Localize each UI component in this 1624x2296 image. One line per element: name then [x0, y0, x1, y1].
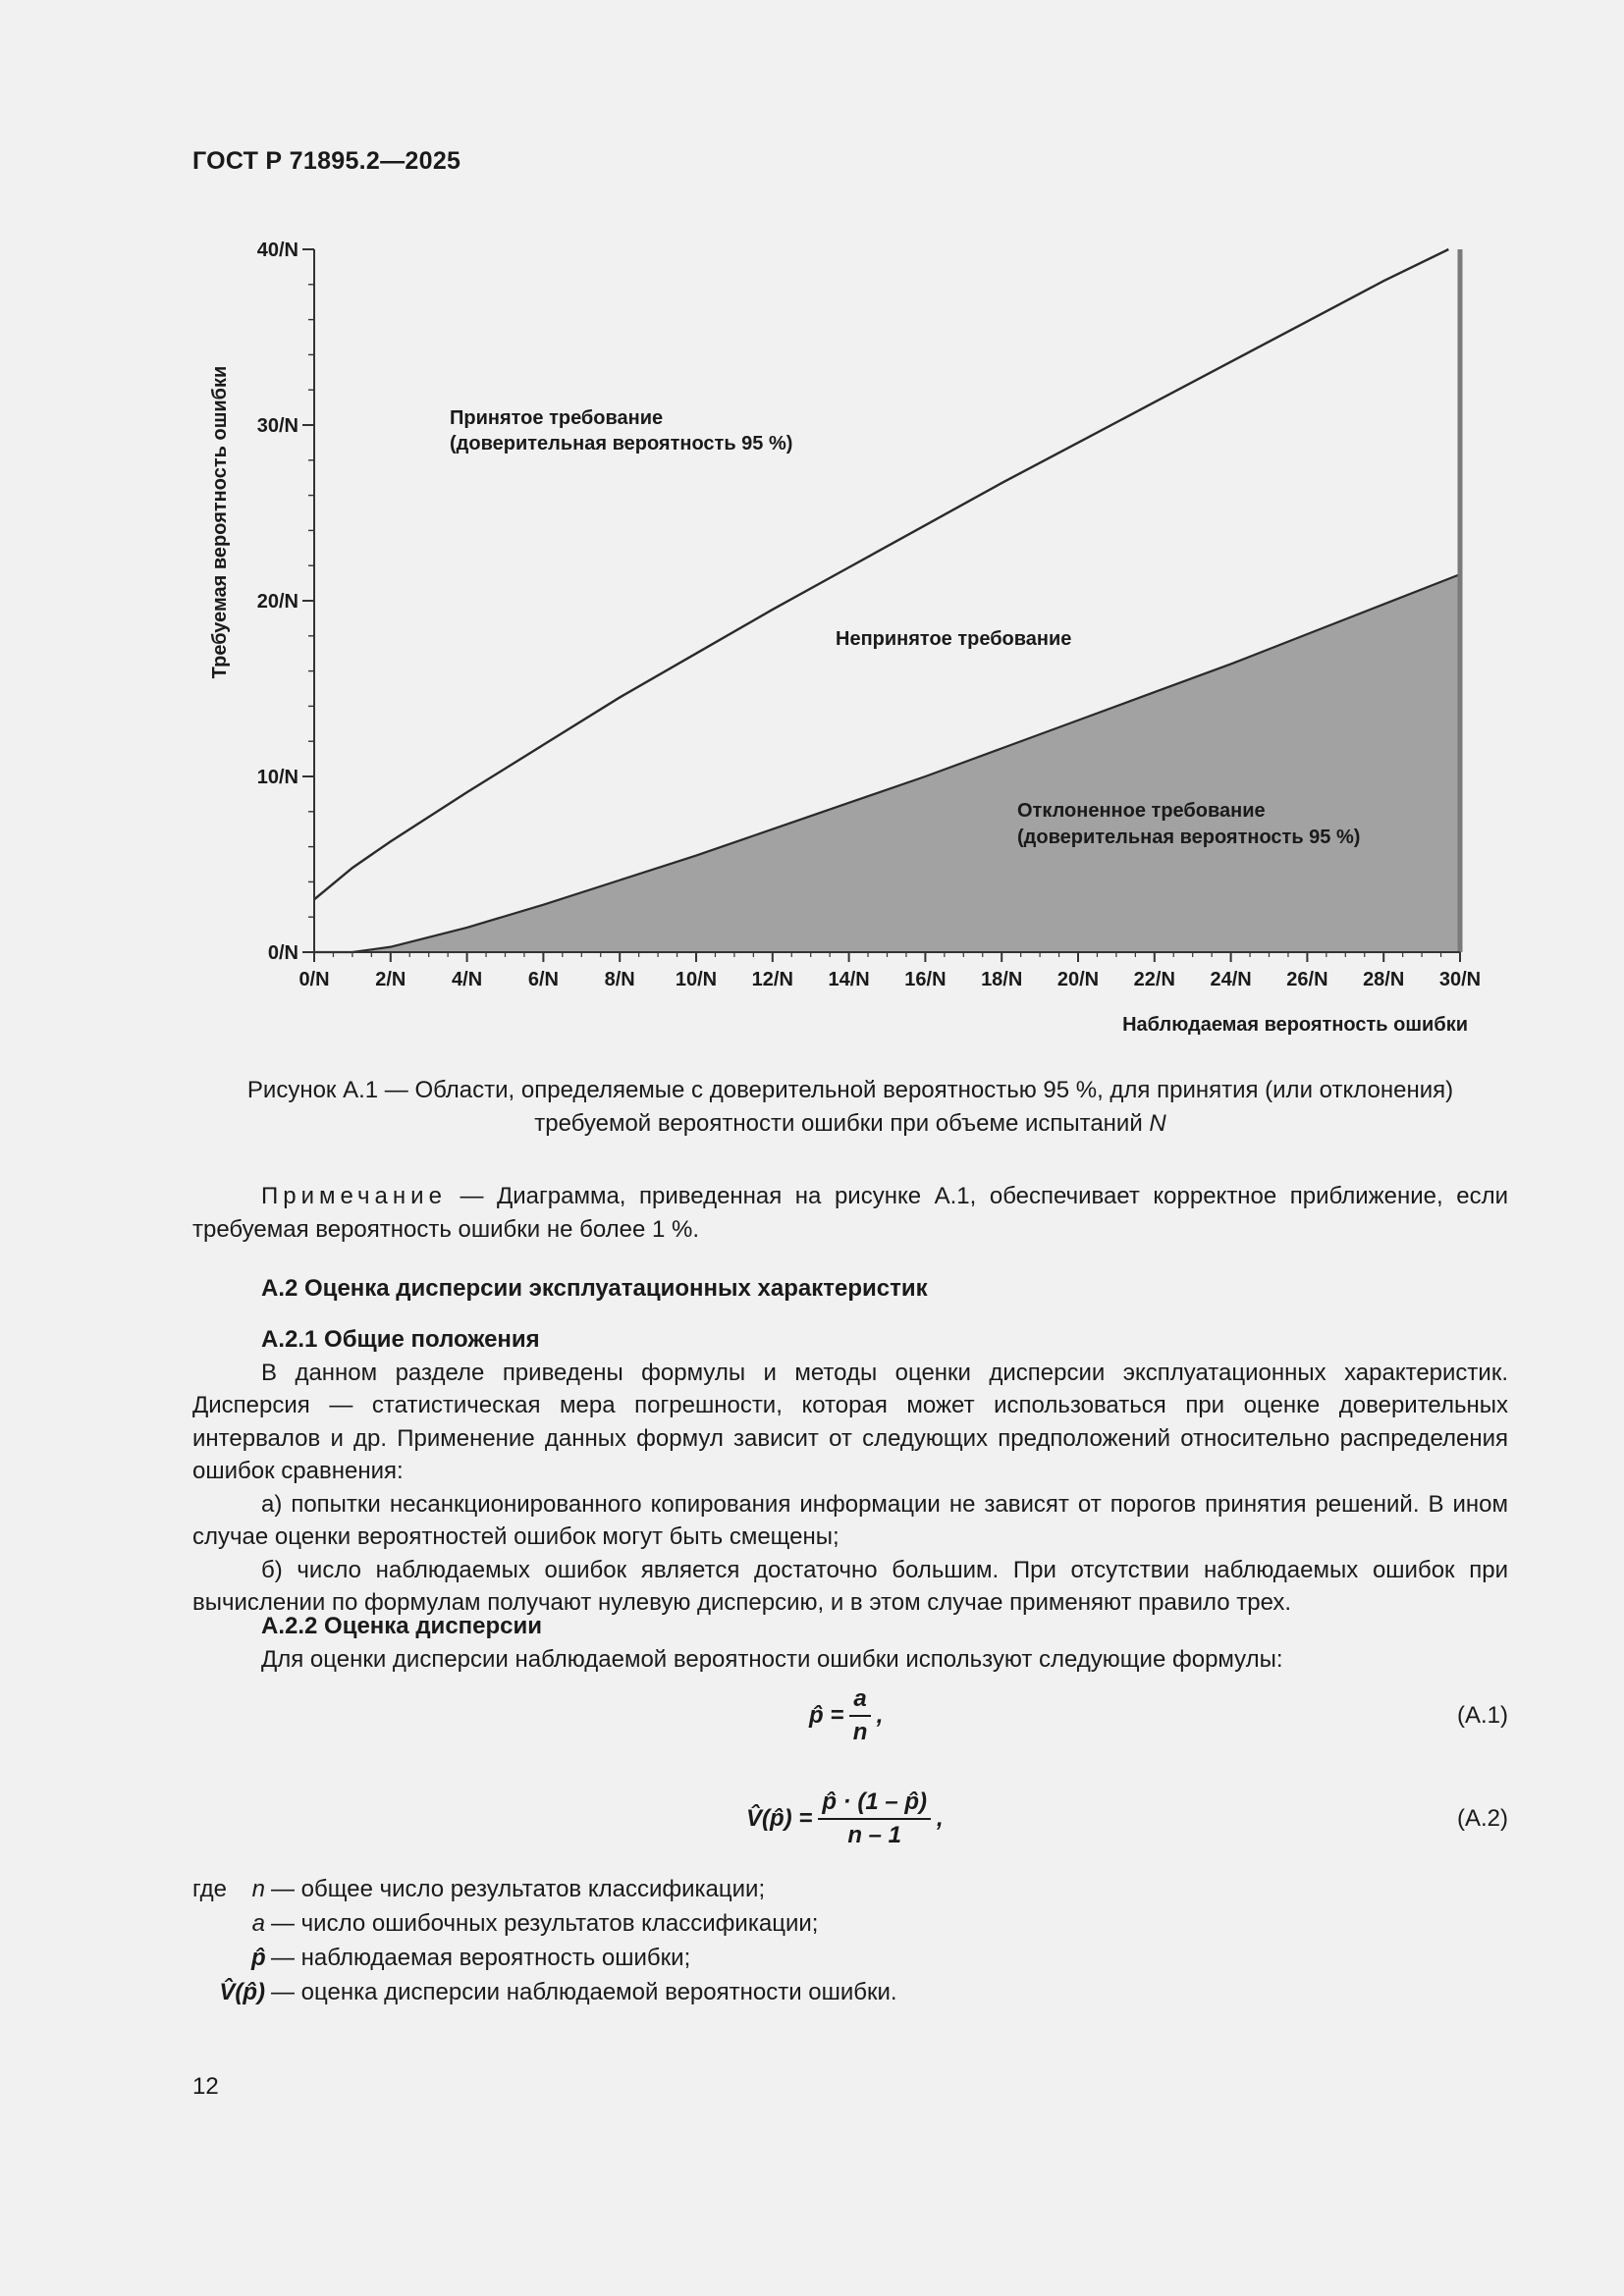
section-a22-intro: Для оценки дисперсии наблюдаемой вероятности ошибки используют следующие формулы:: [261, 1645, 1283, 1673]
x-tick-label: 28/N: [1363, 969, 1405, 990]
formula-a1-tail: ,: [876, 1702, 884, 1729]
rejected-region-confidence-label: (доверительная вероятность 95 %): [1017, 827, 1361, 848]
y-tick-label: 30/N: [256, 415, 298, 437]
x-tick-label: 8/N: [604, 969, 635, 990]
rejected-region-label: Отклоненное требование: [1017, 800, 1266, 822]
formula-a2-number: (А.2): [1456, 1805, 1508, 1832]
section-a21-block: [192, 1323, 1508, 1620]
formula-a2: [192, 1789, 1508, 1848]
figure-caption-variable: N: [1149, 1110, 1166, 1137]
note-text: — Диаграмма, приведенная на рисунке А.1, обеспечивает корректное приближение, если требуемая вероятность ошибки не более 1 %.: [192, 1183, 1508, 1243]
y-tick-label: 40/N: [256, 240, 298, 261]
formula-a1-lhs: p̂ =: [809, 1702, 844, 1729]
list-item-a: а) попытки несанкционированного копирования информации не зависят от порогов принятия решений. В ином случае оценки вероятностей ошибок могут быть смещены;: [192, 1490, 1508, 1550]
y-tick-label: 0/N: [267, 942, 298, 964]
x-tick-label: 30/N: [1438, 969, 1482, 990]
accepted-region-label: Принятое требование: [450, 407, 664, 429]
not-accepted-region-label: Непринятое требование: [836, 628, 1072, 650]
figure-caption-line2: требуемой вероятности ошибки при объеме испытаний N: [534, 1110, 1166, 1137]
accepted-region-confidence-label: (доверительная вероятность 95 %): [450, 433, 793, 454]
x-axis-label: Наблюдаемая вероятность ошибки: [1122, 1014, 1468, 1036]
formula-a2-fraction: [818, 1789, 931, 1849]
formula-a2-tail: ,: [937, 1805, 944, 1832]
page-number: 12: [192, 2073, 219, 2100]
y-tick-label: 10/N: [256, 767, 298, 788]
formula-a2-expression: [746, 1789, 944, 1848]
formula-a1-number: (А.1): [1456, 1702, 1508, 1729]
formula-a1-numerator: a: [849, 1685, 870, 1717]
x-tick-label: 4/N: [452, 969, 483, 990]
section-a22-heading: А.2.2 Оценка дисперсии: [261, 1613, 543, 1639]
formula-a2-numerator: p̂ · (1 – p̂): [818, 1789, 931, 1820]
x-tick-label: 10/N: [675, 969, 718, 990]
where-description: — число ошибочных результатов классификации;: [271, 1909, 819, 1937]
x-tick-label: 2/N: [375, 969, 406, 990]
note-label: Примечание: [261, 1183, 447, 1209]
x-tick-label: 22/N: [1133, 969, 1175, 990]
x-tick-label: 6/N: [527, 969, 559, 990]
section-a22-block: [192, 1610, 1508, 1676]
formula-a2-lhs: V̂(p̂) =: [746, 1805, 813, 1832]
document-code-header: ГОСТ Р 71895.2—2025: [192, 147, 461, 175]
x-tick-label: 16/N: [904, 969, 947, 990]
x-tick-label: 24/N: [1210, 969, 1252, 990]
x-tick-label: 26/N: [1286, 969, 1328, 990]
note-paragraph: [192, 1180, 1508, 1246]
section-a2-heading: А.2 Оценка дисперсии эксплуатационных характеристик: [261, 1275, 928, 1302]
y-tick-label: 20/N: [256, 591, 298, 613]
error-probability-chart: [192, 228, 1489, 1042]
where-description: — оценка дисперсии наблюдаемой вероятности ошибки.: [271, 1978, 897, 2005]
x-tick-label: 14/N: [828, 969, 870, 990]
where-prefix: где: [192, 1875, 228, 1902]
y-axis-label: Требуемая вероятность ошибки: [209, 365, 231, 679]
where-row: [192, 1941, 1508, 1975]
where-row: [192, 1975, 1508, 2009]
figure-caption: [192, 1074, 1508, 1141]
formula-a1-expression: [809, 1686, 883, 1745]
where-symbol: p̂: [251, 1944, 266, 1971]
section-a21-paragraph: В данном разделе приведены формулы и методы оценки дисперсии эксплуатационных характеристик. Дисперсия — статистическая мера погрешности, которая может использоваться при оценке доверительных интервалов и др. Применение данных формул зависит от следующих предположений относительно распределения ошибок сравнения:: [192, 1359, 1508, 1484]
where-symbol: a: [251, 1909, 265, 1937]
where-description: — общее число результатов классификации;: [271, 1875, 766, 1902]
section-a21-heading: А.2.1 Общие положения: [261, 1326, 540, 1353]
note-block: [192, 1180, 1508, 1246]
formula-a1: [192, 1686, 1508, 1745]
x-tick-label: 18/N: [981, 969, 1023, 990]
x-tick-label: 0/N: [298, 969, 330, 990]
where-symbol: V̂(p̂): [219, 1978, 265, 2005]
section-a2-block: [192, 1272, 1508, 1306]
where-legend: [192, 1872, 1508, 2009]
where-symbol: n: [251, 1875, 265, 1902]
formula-a1-denominator: n: [852, 1719, 868, 1745]
where-row: [192, 1906, 1508, 1941]
where-description: — наблюдаемая вероятность ошибки;: [271, 1944, 691, 1971]
x-tick-label: 12/N: [751, 969, 793, 990]
where-row: [192, 1872, 1508, 1906]
formula-a2-denominator: n – 1: [847, 1822, 902, 1848]
formula-a1-fraction: [849, 1685, 870, 1746]
x-tick-label: 20/N: [1056, 969, 1100, 990]
list-item-b: б) число наблюдаемых ошибок является достаточно большим. При отсутствии наблюдаемых ошибок при вычислении по формулам получают нулевую дисперсию, и в этом случае применяют правило трех.: [192, 1556, 1508, 1616]
figure-caption-line1: Рисунок А.1 — Области, определяемые с доверительной вероятностью 95 %, для принятия (или отклонения): [246, 1077, 1454, 1103]
